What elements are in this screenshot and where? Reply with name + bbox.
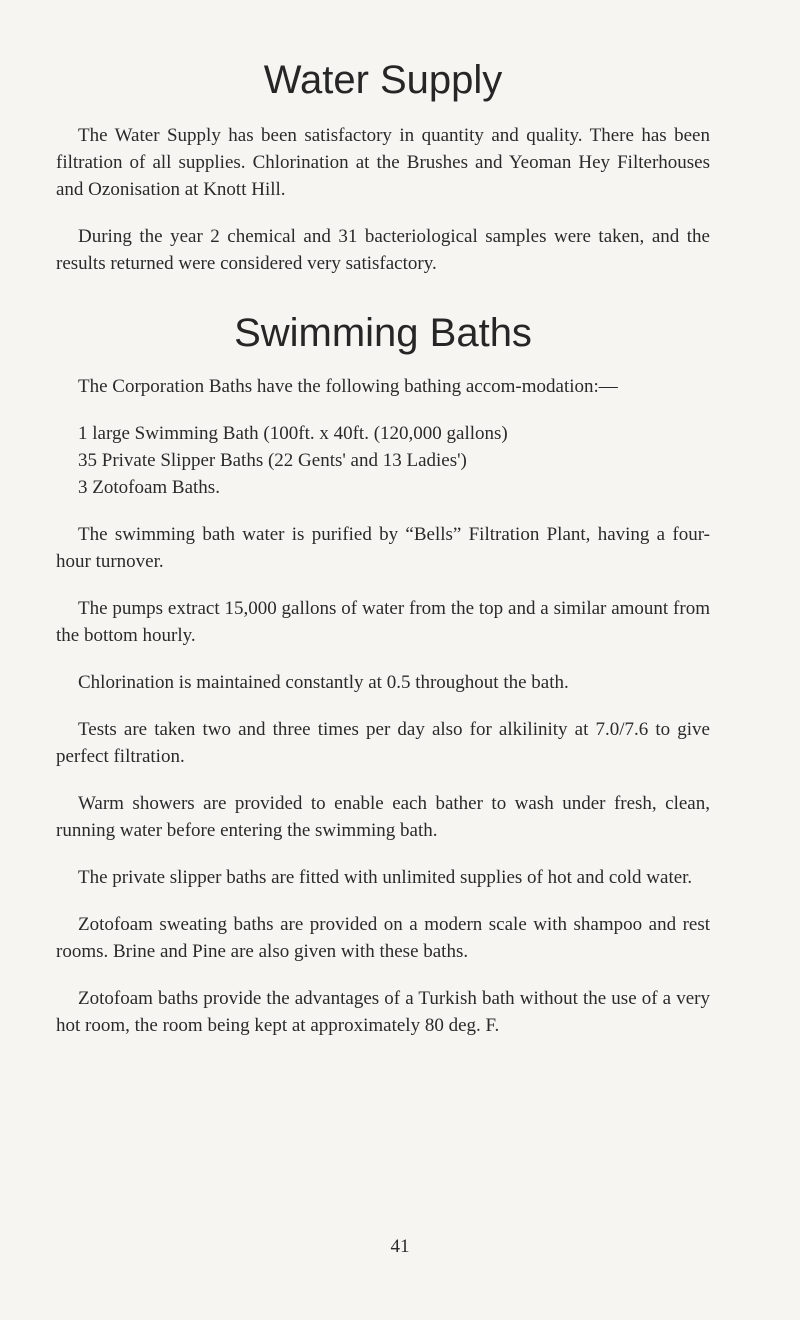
list-item: 35 Private Slipper Baths (22 Gents' and 13 Ladies') <box>78 450 467 471</box>
water-paragraph-1: The Water Supply has been satisfactory in quantity and quality. There has been filtration of all supplies. Chlorination at the Brushes and Yeoman Hey Filterhouses and Ozonisation at Knott Hill. <box>56 125 710 200</box>
water-paragraph-2: During the year 2 chemical and 31 bacteriological samples were taken, and the results returned were considered very satisfactory. <box>56 226 710 274</box>
swimming-baths-heading: Swimming Baths <box>234 311 532 355</box>
list-item: 3 Zotofoam Baths. <box>78 477 220 498</box>
document-page <box>56 58 710 1059</box>
baths-paragraph-1: The swimming bath water is purified by “Bells” Filtration Plant, having a four-hour turnover. <box>56 524 710 572</box>
baths-paragraph-2: The pumps extract 15,000 gallons of water from the top and a similar amount from the bottom hourly. <box>56 598 710 646</box>
baths-paragraph-4: Tests are taken two and three times per day also for alkilinity at 7.0/7.6 to give perfect filtration. <box>56 719 710 767</box>
page-number: 41 <box>390 1236 410 1257</box>
baths-paragraph-7: Zotofoam sweating baths are provided on a modern scale with shampoo and rest rooms. Brine and Pine are also given with these baths. <box>56 914 710 962</box>
list-item: 1 large Swimming Bath (100ft. x 40ft. (120,000 gallons) <box>78 423 508 444</box>
baths-intro: The Corporation Baths have the following bathing accom-modation:— <box>78 376 618 397</box>
accommodation-list <box>56 420 710 501</box>
baths-paragraph-5: Warm showers are provided to enable each bather to wash under fresh, clean, running water before entering the swimming bath. <box>56 793 710 841</box>
baths-paragraph-3: Chlorination is maintained constantly at 0.5 throughout the bath. <box>78 672 569 693</box>
baths-paragraph-6: The private slipper baths are fitted with unlimited supplies of hot and cold water. <box>78 867 693 888</box>
water-supply-heading: Water Supply <box>263 58 503 102</box>
baths-paragraph-8: Zotofoam baths provide the advantages of a Turkish bath without the use of a very hot room, the room being kept at approximately 80 deg. F. <box>56 988 710 1036</box>
